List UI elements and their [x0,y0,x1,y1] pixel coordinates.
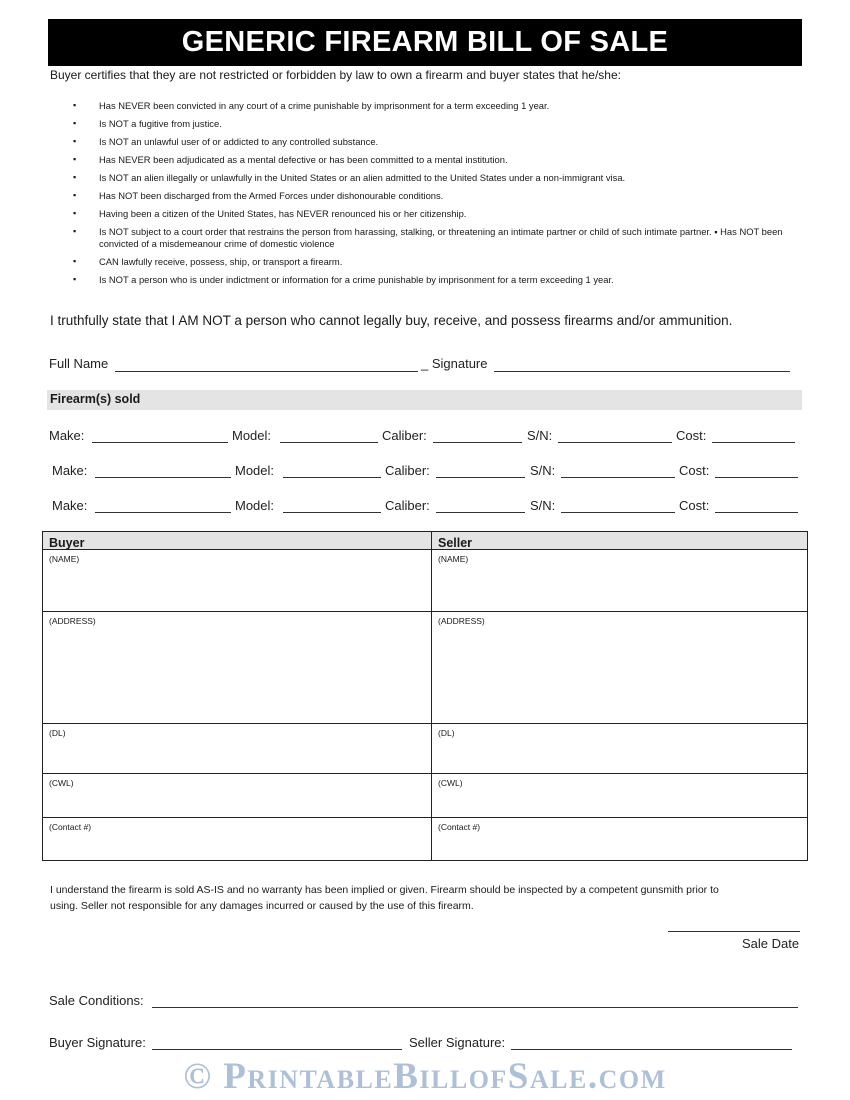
firearms-section-header [47,390,802,410]
caliber-label: Caliber: [385,498,430,513]
signature-label: _ Signature [421,356,488,371]
seller-cwl-cell[interactable]: (CWL) [432,774,807,818]
model-label: Model: [235,498,275,513]
caliber-label: Caliber: [385,463,430,478]
cost-label: Cost: [679,498,710,513]
make-field[interactable] [95,498,231,513]
serial-number-field[interactable] [558,428,672,443]
intro-text: Buyer certifies that they are not restricted or forbidden by law to own a firearm and buyer states that he/she: [50,68,621,82]
model-label: Model: [235,463,275,478]
buyer-header: Buyer [43,532,431,550]
as-is-disclaimer: I understand the firearm is sold AS-IS and no warranty has been implied or given. Firearm should be inspected by a competent gunsmith prior to using. Seller not responsible for any damages incurred or caused by the use of this firearm. [50,884,719,912]
seller-contact-cell[interactable]: (Contact #) [438,822,481,832]
firearms-heading: Firearm(s) sold [50,392,141,406]
title-bar [48,19,802,66]
cost-label: Cost: [676,428,707,443]
buyer-cwl-cell[interactable]: (CWL) [43,774,431,818]
cost-label: Cost: [679,463,710,478]
cost-field[interactable] [715,463,798,478]
buyer-column [43,532,432,860]
serial-number-label: S/N: [530,463,556,478]
serial-number-field[interactable] [561,498,675,513]
signature-field[interactable] [494,357,790,372]
firearm-row [0,498,850,516]
seller-header: Seller [432,532,807,550]
firearm-row [0,463,850,481]
buyer-contact-cell[interactable]: (Contact #) [49,822,92,832]
buyer-signature-field[interactable] [152,1035,402,1050]
requirement-item: ▪ Is NOT an unlawful user of or addicted to any controlled substance. [50,136,790,148]
requirement-item: ▪ Has NEVER been adjudicated as a mental defective or has been committed to a mental institution. [50,154,790,166]
buyer-name-cell[interactable]: (NAME) [43,550,431,612]
seller-signature-label: Seller Signature: [409,1035,506,1050]
caliber-field[interactable] [436,498,525,513]
model-field[interactable] [283,463,381,478]
cost-field[interactable] [715,498,798,513]
firearm-row [0,428,850,446]
serial-number-label: S/N: [527,428,553,443]
document-title: GENERIC FIREARM BILL OF SALE [181,26,669,58]
buyer-dl-cell[interactable]: (DL) [43,724,431,774]
make-label: Make: [52,463,88,478]
copyright-watermark: © PrintableBillofSale.com [183,1056,667,1097]
requirement-item: ▪ Is NOT a person who is under indictment or information for a crime punishable by imprisonment for a term exceeding 1 year. [50,274,790,286]
full-name-field[interactable] [115,357,418,372]
cost-field[interactable] [712,428,795,443]
model-label: Model: [232,428,272,443]
seller-address-cell[interactable]: (ADDRESS) [432,612,807,724]
buyer-address-cell[interactable]: (ADDRESS) [43,612,431,724]
requirement-item: ▪ Is NOT subject to a court order that restrains the person from harassing, stalking, or threatening an intimate partner or child of such intimate partner. ▪ Has NOT been convicted of a misdemeanour crime of domestic violence [50,226,790,250]
buyer-signature-label: Buyer Signature: [49,1035,146,1050]
sale-date-label: Sale Date [742,936,800,951]
make-label: Make: [52,498,88,513]
requirements-list [50,100,790,292]
legal-statement: I truthfully state that I AM NOT a person who cannot legally buy, receive, and possess firearms and/or ammunition. [50,313,733,328]
caliber-field[interactable] [436,463,525,478]
make-label: Make: [49,428,85,443]
caliber-field[interactable] [433,428,522,443]
sale-date-field[interactable] [668,917,800,932]
serial-number-label: S/N: [530,498,556,513]
seller-signature-field[interactable] [511,1035,792,1050]
requirement-item: ▪ Is NOT a fugitive from justice. [50,118,790,130]
model-field[interactable] [283,498,381,513]
serial-number-field[interactable] [561,463,675,478]
requirement-item: ▪ Is NOT an alien illegally or unlawfully in the United States or an alien admitted to the United States under a non-immigrant visa. [50,172,790,184]
model-field[interactable] [280,428,378,443]
requirement-item: ▪ Has NOT been discharged from the Armed Forces under dishonourable conditions. [50,190,790,202]
sale-conditions-field[interactable] [152,993,798,1008]
seller-name-cell[interactable]: (NAME) [432,550,807,612]
sale-conditions-label: Sale Conditions: [49,993,144,1008]
requirement-item: ▪ CAN lawfully receive, possess, ship, or transport a firearm. [50,256,790,268]
requirement-item: ▪ Having been a citizen of the United States, has NEVER renounced his or her citizenship. [50,208,790,220]
seller-column [432,532,807,860]
requirement-item: ▪ Has NEVER been convicted in any court of a crime punishable by imprisonment for a term exceeding 1 year. [50,100,790,112]
seller-dl-cell[interactable]: (DL) [432,724,807,774]
make-field[interactable] [92,428,228,443]
full-name-label: Full Name [49,356,109,371]
buyer-seller-table [42,531,808,861]
make-field[interactable] [95,463,231,478]
caliber-label: Caliber: [382,428,427,443]
